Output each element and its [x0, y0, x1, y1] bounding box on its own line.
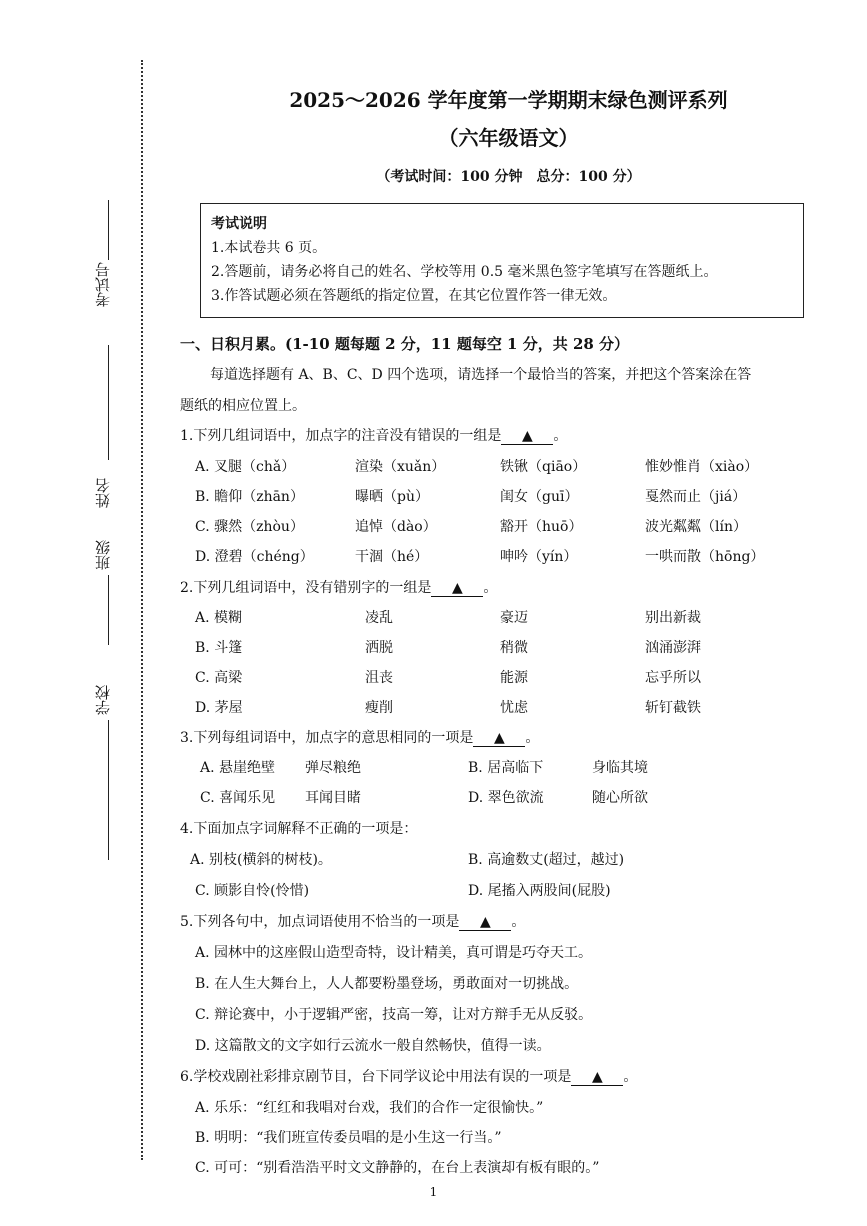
q3-option: 弹尽粮绝	[305, 760, 361, 776]
q2-option: 豪迈	[500, 610, 528, 626]
q2-option: C. 高梁	[195, 670, 243, 686]
exam-info: （考试时间：100 分钟 总分：100 分）	[376, 169, 641, 185]
class-label: 班级	[94, 540, 112, 570]
exam-subtitle: （六年级语文）	[438, 126, 579, 150]
q2-option: 别出新裁	[645, 610, 701, 626]
q4-option: B. 高逾数丈(超过，越过)	[468, 852, 625, 868]
q1-option: 干涸（hé）	[355, 549, 429, 565]
q5-option: C. 辩论赛中，小于逻辑严密，技高一筹，让对方辩手无从反驳。	[195, 1007, 593, 1023]
q2-option: 洒脱	[365, 640, 393, 656]
q3-option: 耳闻目睹	[305, 790, 361, 806]
question-stem-text: 2.下列几组词语中，没有错别字的一组是	[180, 580, 432, 596]
section-intro: 每道选择题有 A、B、C、D 四个选项，请选择一个最恰当的答案，并把这个答案涂在答	[210, 367, 752, 383]
answer-blank: ▲	[431, 580, 483, 597]
q1-option: A. 叉腿（chǎ）	[195, 459, 296, 475]
q3-option: B. 居高临下	[468, 760, 544, 776]
q1-option: B. 瞻仰（zhān）	[195, 489, 304, 505]
answer-blank: ▲	[473, 730, 525, 747]
q1-option: 戛然而止（jiá）	[645, 489, 747, 505]
q4-option: D. 尾搐入两股间(屁股)	[468, 883, 611, 899]
q2-option: 能源	[500, 670, 528, 686]
question-4-stem: 4.下面加点字词解释不正确的一项是：	[180, 821, 418, 837]
q2-option: 沮丧	[365, 670, 393, 686]
q1-option: 渲染（xuǎn）	[355, 459, 446, 475]
q6-option: B. 明明：“我们班宣传委员唱的是小生这一行当。”	[195, 1130, 502, 1146]
q3-option: C. 喜闻乐见	[200, 790, 276, 806]
q2-option: D. 茅屋	[195, 700, 243, 716]
question-5-stem: 5.下列各句中，加点词语使用不恰当的一项是 ▲ 。	[180, 914, 526, 930]
section-intro: 题纸的相应位置上。	[180, 398, 306, 414]
q2-option: A. 模糊	[195, 610, 243, 626]
q5-option: A. 园林中的这座假山造型奇特，设计精美，真可谓是巧夺天工。	[195, 945, 593, 961]
q4-option: C. 顾影自怜(怜惜)	[195, 883, 310, 899]
q1-option: 呻吟（yín）	[500, 549, 578, 565]
question-2-stem: 2.下列几组词语中，没有错别字的一组是 ▲ 。	[180, 580, 498, 596]
q1-option: 闺女（guī）	[500, 489, 579, 505]
q3-option: 随心所欲	[592, 790, 648, 806]
question-stem-text: 6.学校戏剧社彩排京剧节目，台下同学议论中用法有误的一项是	[180, 1069, 572, 1085]
binding-dotted-line	[141, 60, 143, 1160]
question-3-stem: 3.下列每组词语中，加点字的意思相同的一项是 ▲ 。	[180, 730, 540, 746]
name-label: 姓名	[94, 478, 112, 508]
exam-notice-box	[200, 203, 804, 318]
exam-title: 2025～2026 学年度第一学期期末绿色测评系列	[289, 88, 728, 112]
q1-option: 波光粼粼（lín）	[645, 519, 747, 535]
notice-item: 3.作答试题必须在答题纸的指定位置，在其它位置作答一律无效。	[211, 288, 617, 304]
exam-number-blank	[108, 200, 109, 260]
question-stem-text: 3.下列每组词语中，加点字的意思相同的一项是	[180, 730, 474, 746]
school-label: 学校	[94, 685, 112, 715]
q2-option: 斩钉截铁	[645, 700, 701, 716]
answer-blank: ▲	[459, 914, 511, 931]
question-stem-text: 5.下列各句中，加点词语使用不恰当的一项是	[180, 914, 460, 930]
q5-option: B. 在人生大舞台上，人人都要粉墨登场，勇敢面对一切挑战。	[195, 976, 579, 992]
q1-option: 豁开（huō）	[500, 519, 583, 535]
q1-option: 曝晒（pù）	[355, 489, 429, 505]
q3-option: D. 翠色欲流	[468, 790, 544, 806]
q6-option: C. 可可：“别看浩浩平时文文静静的，在台上表演却有板有眼的。”	[195, 1160, 600, 1176]
q2-option: 汹涌澎湃	[645, 640, 701, 656]
q1-option: C. 骤然（zhòu）	[195, 519, 304, 535]
question-6-stem: 6.学校戏剧社彩排京剧节目，台下同学议论中用法有误的一项是 ▲ 。	[180, 1069, 638, 1085]
q5-option: D. 这篇散文的文字如行云流水一般自然畅快，值得一读。	[195, 1038, 551, 1054]
q2-option: 忘乎所以	[645, 670, 701, 686]
q4-option: A. 别枝(横斜的树枝)。	[190, 852, 332, 868]
q2-option: 稍微	[500, 640, 528, 656]
q3-option: 身临其境	[592, 760, 648, 776]
notice-item: 1.本试卷共 6 页。	[211, 240, 327, 256]
section-heading: 一、日积月累。(1-10 题每题 2 分，11 题每空 1 分，共 28 分）	[180, 335, 630, 353]
notice-heading: 考试说明	[211, 216, 267, 232]
notice-item: 2.答题前，请务必将自己的姓名、学校等用 0.5 毫米黑色签字笔填写在答题纸上。	[211, 264, 718, 280]
q6-option: A. 乐乐：“红红和我唱对台戏，我们的合作一定很愉快。”	[195, 1100, 544, 1116]
q2-option: 瘦削	[365, 700, 393, 716]
answer-blank: ▲	[571, 1069, 623, 1086]
q1-option: 铁锹（qiāo）	[500, 459, 587, 475]
q3-option: A. 悬崖绝壁	[200, 760, 276, 776]
question-stem-text: 1.下列几组词语中，加点字的注音没有错误的一组是	[180, 428, 502, 444]
q2-option: B. 斗篷	[195, 640, 243, 656]
q1-option: 惟妙惟肖（xiào）	[645, 459, 759, 475]
class-blank	[108, 575, 109, 645]
q1-option: 一哄而散（hōng）	[645, 549, 765, 565]
name-blank	[108, 345, 109, 460]
page-number: 1	[429, 1185, 438, 1199]
question-1-stem: 1.下列几组词语中，加点字的注音没有错误的一组是 ▲ 。	[180, 428, 568, 444]
q2-option: 忧虑	[500, 700, 528, 716]
answer-blank: ▲	[501, 428, 553, 445]
q2-option: 凌乱	[365, 610, 393, 626]
school-blank	[108, 720, 109, 860]
q1-option: D. 澄碧（chéng）	[195, 549, 314, 565]
exam-number-label: 考试号	[94, 262, 112, 307]
q1-option: 追悼（dào）	[355, 519, 437, 535]
